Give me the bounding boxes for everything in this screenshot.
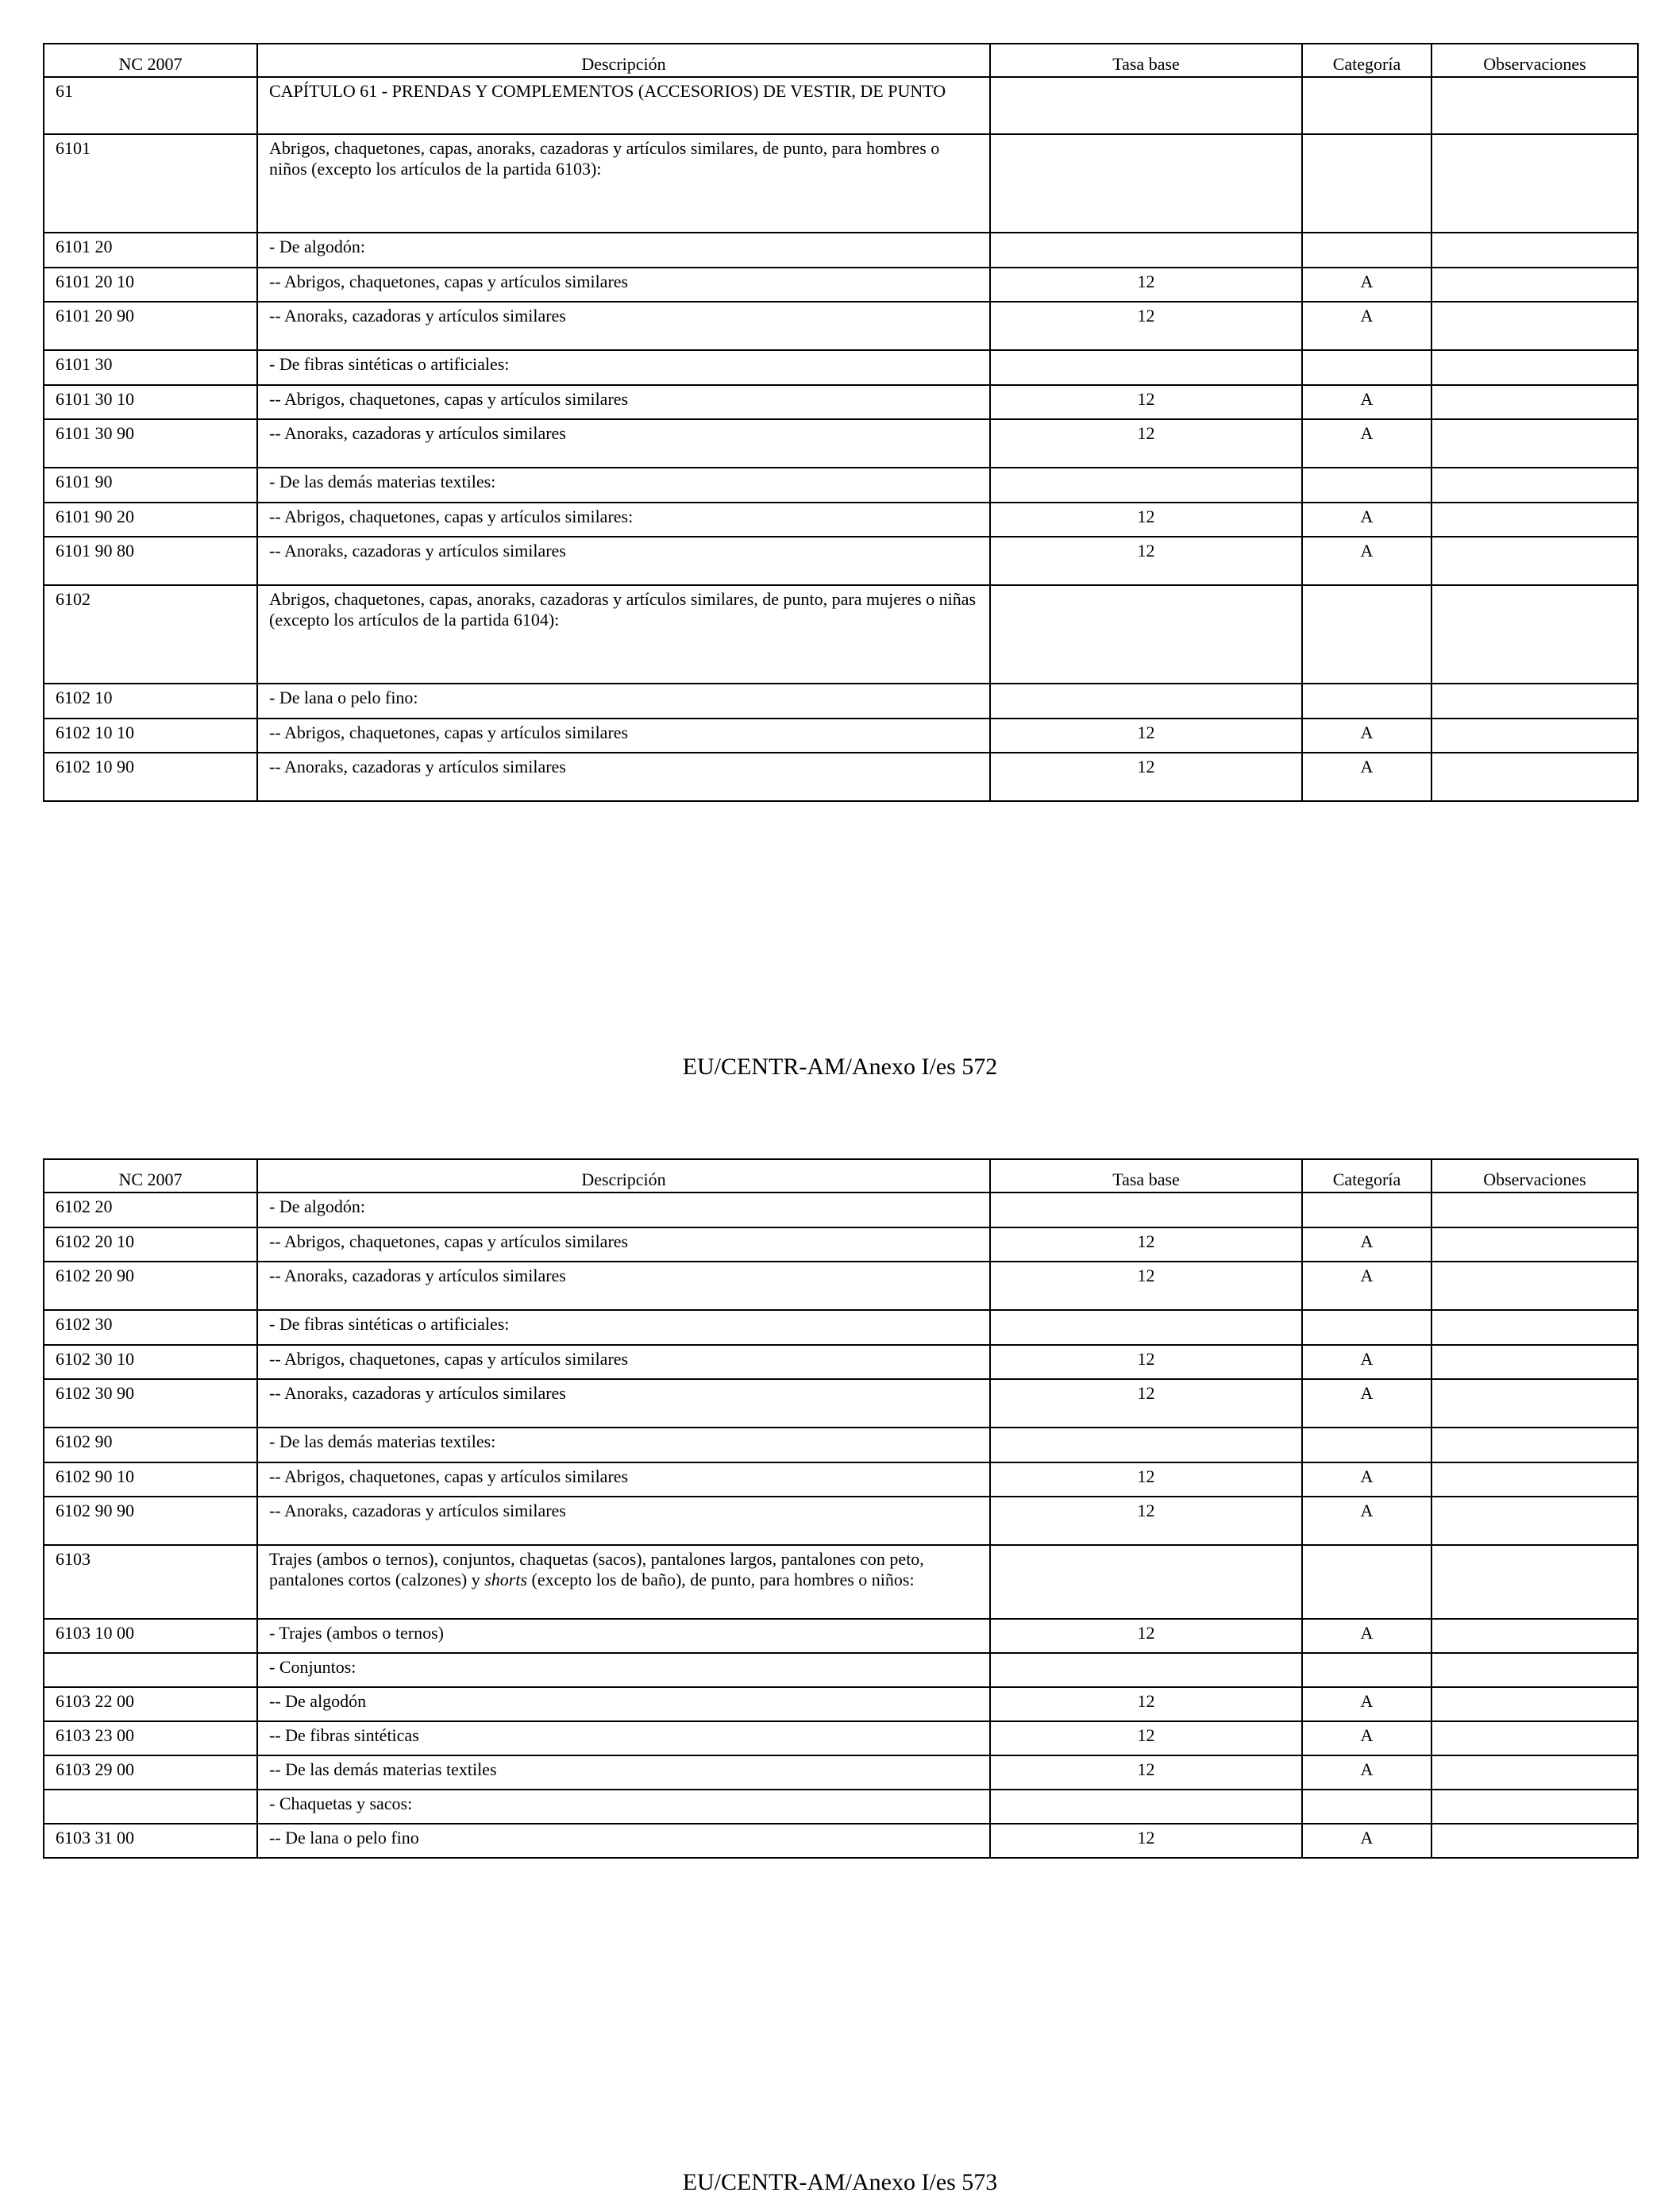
table-row — [44, 385, 1638, 419]
header-tasa-base: Tasa base — [990, 1159, 1302, 1193]
base-rate-cell: 12 — [990, 385, 1302, 419]
code-cell: 6103 31 00 — [44, 1824, 257, 1858]
category-cell — [1302, 1545, 1431, 1619]
base-rate-cell: 12 — [990, 1824, 1302, 1858]
category-cell — [1302, 1310, 1431, 1345]
description-cell: - De algodón: — [257, 1193, 990, 1227]
code-cell: 6102 90 90 — [44, 1497, 257, 1545]
description-cell: -- Abrigos, chaquetones, capas y artículos similares — [257, 1462, 990, 1497]
base-rate-cell — [990, 1193, 1302, 1227]
category-cell — [1302, 1653, 1431, 1687]
base-rate-cell — [990, 585, 1302, 684]
header-descripcion: Descripción — [257, 1159, 990, 1193]
code-cell: 6101 30 90 — [44, 419, 257, 468]
observations-cell — [1431, 503, 1638, 537]
category-cell: A — [1302, 1721, 1431, 1755]
category-cell: A — [1302, 268, 1431, 302]
base-rate-cell — [990, 684, 1302, 719]
code-cell: 6102 30 — [44, 1310, 257, 1345]
table-row — [44, 1790, 1638, 1824]
base-rate-cell — [990, 1653, 1302, 1687]
description-cell: -- Anoraks, cazadoras y artículos similares — [257, 1497, 990, 1545]
observations-cell — [1431, 1497, 1638, 1545]
code-cell: 6102 20 90 — [44, 1262, 257, 1310]
table-row — [44, 537, 1638, 585]
category-cell: A — [1302, 503, 1431, 537]
code-cell: 6101 20 10 — [44, 268, 257, 302]
code-cell: 6103 — [44, 1545, 257, 1619]
header-categoria: Categoría — [1302, 44, 1431, 77]
table-row — [44, 1545, 1638, 1619]
observations-cell — [1431, 753, 1638, 801]
base-rate-cell: 12 — [990, 268, 1302, 302]
description-cell: - Trajes (ambos o ternos) — [257, 1619, 990, 1653]
description-cell: -- Anoraks, cazadoras y artículos similares — [257, 753, 990, 801]
table-row — [44, 1619, 1638, 1653]
base-rate-cell — [990, 134, 1302, 233]
code-cell: 6101 90 20 — [44, 503, 257, 537]
table-row — [44, 468, 1638, 503]
table-header-row — [44, 44, 1638, 77]
code-cell: 6101 20 — [44, 233, 257, 268]
header-nc-2007: NC 2007 — [44, 1159, 257, 1193]
table-row — [44, 1824, 1638, 1858]
code-cell: 6102 30 10 — [44, 1345, 257, 1379]
observations-cell — [1431, 1310, 1638, 1345]
category-cell: A — [1302, 753, 1431, 801]
code-cell: 6103 22 00 — [44, 1687, 257, 1721]
description-cell: Trajes (ambos o ternos), conjuntos, chaquetas (sacos), pantalones largos, pantalones con peto, pantalones cortos (calzones) y shorts (excepto los de baño), de punto, para hombres o niños: — [257, 1545, 990, 1619]
table-row — [44, 134, 1638, 233]
description-cell: -- Anoraks, cazadoras y artículos similares — [257, 302, 990, 350]
header-descripcion: Descripción — [257, 44, 990, 77]
description-cell: -- Anoraks, cazadoras y artículos similares — [257, 1379, 990, 1428]
base-rate-cell: 12 — [990, 1345, 1302, 1379]
base-rate-cell — [990, 1545, 1302, 1619]
description-cell: - De lana o pelo fino: — [257, 684, 990, 719]
table-row — [44, 684, 1638, 719]
table-body — [44, 44, 1638, 801]
description-cell: -- De algodón — [257, 1687, 990, 1721]
table-row — [44, 268, 1638, 302]
table-row — [44, 1310, 1638, 1345]
observations-cell — [1431, 1227, 1638, 1262]
category-cell: A — [1302, 419, 1431, 468]
base-rate-cell: 12 — [990, 719, 1302, 753]
code-cell: 6103 23 00 — [44, 1721, 257, 1755]
table-row — [44, 419, 1638, 468]
observations-cell — [1431, 468, 1638, 503]
code-cell: 6101 — [44, 134, 257, 233]
page-footer-573: EU/CENTR-AM/Anexo I/es 573 — [682, 2169, 998, 2195]
category-cell: A — [1302, 1824, 1431, 1858]
description-cell: - Conjuntos: — [257, 1653, 990, 1687]
base-rate-cell: 12 — [990, 1721, 1302, 1755]
page-footer-572: EU/CENTR-AM/Anexo I/es 572 — [682, 1054, 998, 1080]
header-tasa-base: Tasa base — [990, 44, 1302, 77]
base-rate-cell — [990, 77, 1302, 134]
base-rate-cell: 12 — [990, 302, 1302, 350]
table-row — [44, 1687, 1638, 1721]
observations-cell — [1431, 134, 1638, 233]
table-row — [44, 302, 1638, 350]
code-cell: 6102 10 90 — [44, 753, 257, 801]
observations-cell — [1431, 1379, 1638, 1428]
category-cell — [1302, 233, 1431, 268]
header-categoria: Categoría — [1302, 1159, 1431, 1193]
observations-cell — [1431, 1262, 1638, 1310]
base-rate-cell: 12 — [990, 1687, 1302, 1721]
observations-cell — [1431, 1687, 1638, 1721]
description-cell: -- Abrigos, chaquetones, capas y artículos similares — [257, 1345, 990, 1379]
description-cell: -- Abrigos, chaquetones, capas y artículos similares — [257, 385, 990, 419]
header-nc-2007: NC 2007 — [44, 44, 257, 77]
description-cell: - De fibras sintéticas o artificiales: — [257, 350, 990, 385]
base-rate-cell — [990, 1428, 1302, 1462]
header-observaciones: Observaciones — [1431, 44, 1638, 77]
table-row — [44, 503, 1638, 537]
tariff-table-page-573 — [43, 1158, 1639, 1859]
code-cell: 6103 29 00 — [44, 1755, 257, 1790]
code-cell: 6102 30 90 — [44, 1379, 257, 1428]
description-cell: Abrigos, chaquetones, capas, anoraks, cazadoras y artículos similares, de punto, para hombres o niños (excepto los artículos de la partida 6103): — [257, 134, 990, 233]
table-row — [44, 1227, 1638, 1262]
base-rate-cell — [990, 468, 1302, 503]
category-cell: A — [1302, 385, 1431, 419]
category-cell — [1302, 585, 1431, 684]
base-rate-cell: 12 — [990, 419, 1302, 468]
observations-cell — [1431, 1790, 1638, 1824]
code-cell: 6101 30 10 — [44, 385, 257, 419]
table-row — [44, 719, 1638, 753]
table-row — [44, 1262, 1638, 1310]
description-cell: - Chaquetas y sacos: — [257, 1790, 990, 1824]
observations-cell — [1431, 1653, 1638, 1687]
code-cell: 6102 — [44, 585, 257, 684]
code-cell: 6101 90 — [44, 468, 257, 503]
category-cell: A — [1302, 302, 1431, 350]
table-row — [44, 753, 1638, 801]
observations-cell — [1431, 419, 1638, 468]
description-cell: - De las demás materias textiles: — [257, 1428, 990, 1462]
code-cell: 6101 90 80 — [44, 537, 257, 585]
observations-cell — [1431, 1824, 1638, 1858]
observations-cell — [1431, 719, 1638, 753]
category-cell — [1302, 134, 1431, 233]
description-cell: -- Abrigos, chaquetones, capas y artículos similares — [257, 1227, 990, 1262]
category-cell — [1302, 468, 1431, 503]
code-cell: 6101 20 90 — [44, 302, 257, 350]
category-cell: A — [1302, 1462, 1431, 1497]
description-cell: Abrigos, chaquetones, capas, anoraks, cazadoras y artículos similares, de punto, para mujeres o niñas (excepto los artículos de la partida 6104): — [257, 585, 990, 684]
category-cell: A — [1302, 537, 1431, 585]
observations-cell — [1431, 1755, 1638, 1790]
table-row — [44, 1193, 1638, 1227]
code-cell: 6102 10 — [44, 684, 257, 719]
table-row — [44, 1497, 1638, 1545]
base-rate-cell: 12 — [990, 1755, 1302, 1790]
observations-cell — [1431, 77, 1638, 134]
observations-cell — [1431, 233, 1638, 268]
code-cell — [44, 1653, 257, 1687]
table-row — [44, 233, 1638, 268]
description-cell: -- Anoraks, cazadoras y artículos similares — [257, 419, 990, 468]
description-cell: -- De fibras sintéticas — [257, 1721, 990, 1755]
code-cell: 6102 90 10 — [44, 1462, 257, 1497]
category-cell: A — [1302, 1227, 1431, 1262]
category-cell — [1302, 1193, 1431, 1227]
code-cell: 6102 10 10 — [44, 719, 257, 753]
base-rate-cell: 12 — [990, 503, 1302, 537]
code-cell: 6102 20 10 — [44, 1227, 257, 1262]
category-cell: A — [1302, 1262, 1431, 1310]
category-cell — [1302, 1790, 1431, 1824]
observations-cell — [1431, 268, 1638, 302]
category-cell: A — [1302, 1379, 1431, 1428]
base-rate-cell: 12 — [990, 1619, 1302, 1653]
code-cell: 6102 20 — [44, 1193, 257, 1227]
base-rate-cell — [990, 233, 1302, 268]
description-cell: CAPÍTULO 61 - PRENDAS Y COMPLEMENTOS (ACCESORIOS) DE VESTIR, DE PUNTO — [257, 77, 990, 134]
code-cell: 6103 10 00 — [44, 1619, 257, 1653]
observations-cell — [1431, 1545, 1638, 1619]
description-cell: -- De lana o pelo fino — [257, 1824, 990, 1858]
category-cell — [1302, 684, 1431, 719]
table-row — [44, 1345, 1638, 1379]
table-row — [44, 585, 1638, 684]
base-rate-cell — [990, 1310, 1302, 1345]
table-row — [44, 1653, 1638, 1687]
observations-cell — [1431, 1721, 1638, 1755]
base-rate-cell: 12 — [990, 1497, 1302, 1545]
category-cell: A — [1302, 719, 1431, 753]
description-cell: - De fibras sintéticas o artificiales: — [257, 1310, 990, 1345]
observations-cell — [1431, 1345, 1638, 1379]
table-row — [44, 350, 1638, 385]
observations-cell — [1431, 537, 1638, 585]
category-cell — [1302, 1428, 1431, 1462]
category-cell: A — [1302, 1619, 1431, 1653]
base-rate-cell — [990, 1790, 1302, 1824]
base-rate-cell: 12 — [990, 1462, 1302, 1497]
base-rate-cell: 12 — [990, 1262, 1302, 1310]
description-cell: -- Abrigos, chaquetones, capas y artículos similares — [257, 268, 990, 302]
observations-cell — [1431, 684, 1638, 719]
code-cell: 6102 90 — [44, 1428, 257, 1462]
description-cell: - De las demás materias textiles: — [257, 468, 990, 503]
table-row — [44, 1379, 1638, 1428]
base-rate-cell: 12 — [990, 1379, 1302, 1428]
category-cell: A — [1302, 1497, 1431, 1545]
description-cell: -- De las demás materias textiles — [257, 1755, 990, 1790]
category-cell: A — [1302, 1345, 1431, 1379]
category-cell: A — [1302, 1755, 1431, 1790]
code-cell — [44, 1790, 257, 1824]
observations-cell — [1431, 585, 1638, 684]
observations-cell — [1431, 1193, 1638, 1227]
category-cell: A — [1302, 1687, 1431, 1721]
base-rate-cell: 12 — [990, 753, 1302, 801]
header-observaciones: Observaciones — [1431, 1159, 1638, 1193]
observations-cell — [1431, 1428, 1638, 1462]
table-row — [44, 1721, 1638, 1755]
base-rate-cell: 12 — [990, 1227, 1302, 1262]
description-cell: - De algodón: — [257, 233, 990, 268]
table-row — [44, 1428, 1638, 1462]
code-cell: 61 — [44, 77, 257, 134]
description-cell: -- Abrigos, chaquetones, capas y artículos similares: — [257, 503, 990, 537]
description-cell: -- Anoraks, cazadoras y artículos similares — [257, 537, 990, 585]
description-cell: -- Abrigos, chaquetones, capas y artículos similares — [257, 719, 990, 753]
table-body — [44, 1159, 1638, 1858]
category-cell — [1302, 350, 1431, 385]
base-rate-cell: 12 — [990, 537, 1302, 585]
table-row — [44, 1462, 1638, 1497]
base-rate-cell — [990, 350, 1302, 385]
table-row — [44, 1755, 1638, 1790]
category-cell — [1302, 77, 1431, 134]
observations-cell — [1431, 302, 1638, 350]
description-cell: -- Anoraks, cazadoras y artículos similares — [257, 1262, 990, 1310]
observations-cell — [1431, 385, 1638, 419]
table-row — [44, 77, 1638, 134]
observations-cell — [1431, 350, 1638, 385]
code-cell: 6101 30 — [44, 350, 257, 385]
observations-cell — [1431, 1462, 1638, 1497]
table-header-row — [44, 1159, 1638, 1193]
observations-cell — [1431, 1619, 1638, 1653]
tariff-table-page-572 — [43, 43, 1639, 802]
